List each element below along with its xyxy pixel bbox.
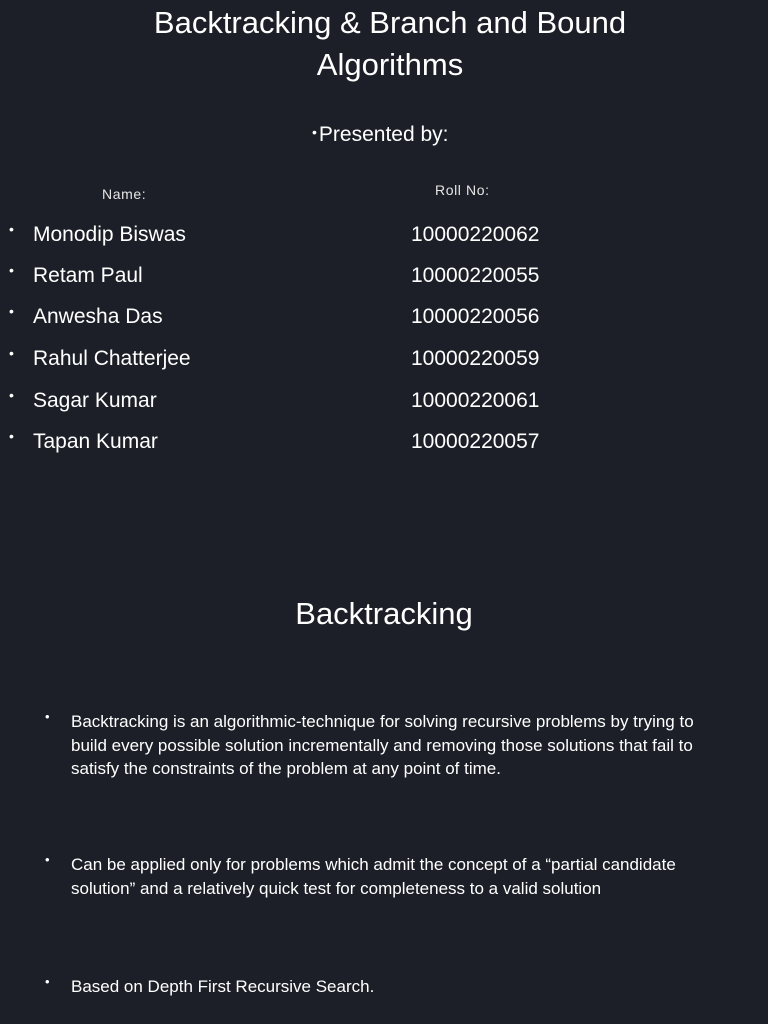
member-row: [0, 261, 768, 291]
member-name: Rahul Chatterjee: [33, 347, 191, 370]
bullet-point-text: Can be applied only for problems which admit the concept of a “partial candidate solution” and a relatively quick test for completeness to a valid solution: [71, 855, 676, 898]
bullet-icon: •: [45, 974, 50, 989]
presented-by: [312, 118, 449, 149]
member-name: Anwesha Das: [33, 305, 163, 328]
bullet-icon: •: [9, 303, 14, 319]
member-row: [0, 344, 768, 374]
member-name: Tapan Kumar: [33, 430, 158, 453]
member-name: Retam Paul: [33, 264, 143, 287]
bullet-icon: •: [45, 709, 50, 724]
member-roll: 10000220061: [411, 389, 540, 412]
bullet-icon: •: [9, 428, 14, 444]
member-roll: 10000220056: [411, 305, 540, 328]
member-row: [0, 220, 768, 250]
bullet-icon: •: [9, 387, 14, 403]
bullet-icon: •: [9, 262, 14, 278]
bullet-point-text: Based on Depth First Recursive Search.: [71, 977, 375, 996]
bullet-icon: •: [9, 221, 14, 237]
bullet-point: [45, 974, 721, 999]
bullet-icon: •: [312, 124, 317, 140]
roll-column-header: Roll No:: [435, 182, 490, 198]
slide-backtracking: [0, 512, 768, 1024]
bullet-icon: •: [45, 852, 50, 867]
member-roll: 10000220059: [411, 347, 540, 370]
name-column-header: Name:: [102, 186, 147, 202]
member-row: [0, 386, 768, 416]
member-roll: 10000220057: [411, 430, 540, 453]
member-name: Monodip Biswas: [33, 223, 186, 246]
bullet-point-text: Backtracking is an algorithmic-technique for solving recursive problems by trying to build every possible solution incrementally and removing those solutions that fail to satisfy the constraints of the problem at any point of time.: [71, 712, 694, 778]
bullet-point: [45, 852, 721, 900]
member-roll: 10000220055: [411, 264, 540, 287]
member-row: [0, 427, 768, 457]
section-title: Backtracking: [295, 596, 473, 631]
member-roll: 10000220062: [411, 223, 540, 246]
member-name: Sagar Kumar: [33, 389, 157, 412]
bullet-icon: •: [9, 345, 14, 361]
presentation-title: Backtracking & Branch and Bound Algorithms: [153, 5, 627, 82]
member-row: [0, 302, 768, 332]
presented-by-label: Presented by:: [318, 123, 449, 146]
bullet-point: [45, 709, 721, 781]
